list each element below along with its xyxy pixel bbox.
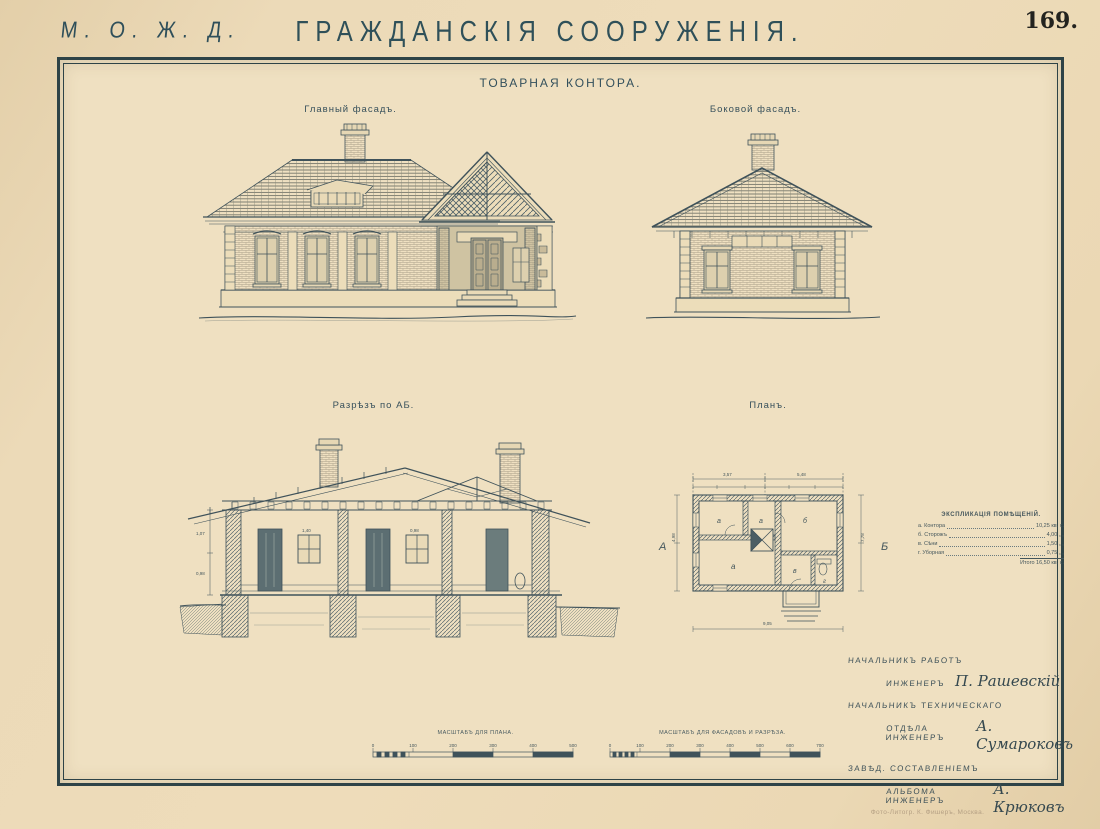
- svg-text:300: 300: [696, 743, 704, 748]
- engineer-signature: П. Рашевскій: [955, 672, 1061, 690]
- foundations: [180, 595, 620, 637]
- svg-text:А: А: [659, 541, 667, 553]
- explication-row: а. Контора 10,25 кв. с.: [918, 523, 1064, 529]
- signature-line: ОТДѢЛА ИНЖЕНЕРЪ А. Сумароковъ: [885, 717, 1074, 753]
- plate-title: ГРАЖДАНСКІЯ СООРУЖЕНІЯ.: [295, 16, 805, 49]
- entrance-door: [471, 238, 503, 290]
- svg-text:в: в: [793, 568, 797, 575]
- svg-text:500: 500: [569, 743, 577, 748]
- plan-scale-caption: МАСШТАБЪ ДЛЯ ПЛАНА.: [437, 730, 514, 736]
- svg-text:100: 100: [409, 743, 417, 748]
- svg-text:1,40: 1,40: [302, 528, 311, 533]
- plan-porch: [781, 591, 821, 621]
- explication-row: в. Сѣни 1,50 „ „: [918, 541, 1064, 547]
- section-chimney-left: [316, 439, 342, 487]
- svg-text:б: б: [803, 518, 807, 525]
- explication-row: г. Уборная 0,75 „ „: [918, 550, 1064, 556]
- signature-caption: НАЧАЛЬНИКЪ РАБОТЪ: [847, 656, 964, 665]
- ground-line: [646, 317, 880, 318]
- plinth: [674, 298, 851, 312]
- svg-text:100: 100: [636, 743, 644, 748]
- svg-text:г: г: [823, 579, 826, 585]
- facade-scale-caption: МАСШТАБЪ ДЛЯ ФАСАДОВЪ И РАЗРѢЗА.: [659, 730, 786, 736]
- svg-text:400: 400: [529, 743, 537, 748]
- stove: [751, 529, 773, 551]
- main-facade-drawing: [195, 122, 580, 330]
- facade-scale-ticks: [609, 743, 825, 748]
- plan-drawing: [655, 443, 905, 633]
- svg-text:а: а: [731, 562, 736, 571]
- side-facade-drawing: [640, 130, 885, 330]
- svg-text:600: 600: [786, 743, 794, 748]
- side-facade-label: Боковой фасадъ.: [709, 104, 802, 115]
- svg-text:а: а: [717, 518, 721, 525]
- svg-text:700: 700: [816, 743, 824, 748]
- section-label: Разрѣзъ по АБ.: [332, 400, 415, 411]
- plan-scale-bar: [368, 740, 583, 764]
- svg-text:200: 200: [666, 743, 674, 748]
- svg-text:0: 0: [608, 743, 612, 748]
- chimney: [748, 134, 778, 170]
- signature-line: ИНЖЕНЕРЪ П. Рашевскій: [885, 672, 1061, 690]
- svg-text:3,57: 3,57: [723, 472, 732, 477]
- gable-roof: [652, 168, 872, 238]
- main-facade-label: Главный фасадъ.: [304, 104, 397, 115]
- wc-fixtures: [817, 559, 831, 575]
- svg-text:0,98: 0,98: [410, 528, 419, 533]
- railway-monogram: М. О. Ж. Д.: [59, 18, 243, 44]
- svg-text:1,07: 1,07: [196, 531, 205, 536]
- plan-label: Планъ.: [749, 400, 787, 411]
- svg-text:500: 500: [756, 743, 764, 748]
- explication-row: б. Сторожъ 4,00 „ „: [918, 532, 1064, 538]
- signature-caption: ЗАВѢД. СОСТАВЛЕНІЕМЪ: [847, 764, 980, 773]
- windows: [253, 231, 381, 287]
- svg-text:а: а: [759, 518, 763, 525]
- interior-doors: [258, 529, 508, 591]
- section-dimensions: [207, 510, 213, 595]
- engineer-signature: А. Крюковъ: [993, 780, 1065, 816]
- svg-text:300: 300: [489, 743, 497, 748]
- roof-structure: [188, 467, 590, 527]
- svg-text:Б: Б: [881, 541, 889, 553]
- explication-table: [918, 512, 1064, 566]
- wc-fixture: [515, 573, 525, 589]
- svg-text:5,48: 5,48: [797, 472, 806, 477]
- svg-text:0: 0: [371, 743, 375, 748]
- svg-text:0,98: 0,98: [196, 571, 205, 576]
- svg-text:400: 400: [726, 743, 734, 748]
- signature-block: [848, 645, 1073, 816]
- drawing-subtitle: ТОВАРНАЯ КОНТОРА.: [479, 76, 642, 90]
- section-drawing: [170, 435, 625, 665]
- signature-line: АЛЬБОМА ИНЖЕНЕРЪ А. Крюковъ: [848, 780, 1073, 816]
- signature-caption: НАЧАЛЬНИКЪ ТЕХНИЧЕСКАГО: [847, 701, 1004, 710]
- explication-title: ЭКСПЛИКАЦІЯ ПОМѢЩЕНІЙ.: [941, 512, 1041, 518]
- plan-scale-ticks: [372, 743, 578, 748]
- svg-text:9,05: 9,05: [763, 621, 772, 626]
- side-window: [513, 248, 529, 282]
- page-number: 169.: [1024, 8, 1078, 34]
- svg-text:200: 200: [449, 743, 457, 748]
- lithographer-imprint: Фото-Литогр. К. Фишеръ, Москва.: [870, 809, 985, 816]
- chimney: [341, 124, 369, 162]
- facade-scale-bar: [605, 740, 840, 764]
- engineer-signature: А. Сумароковъ: [976, 717, 1074, 753]
- ground-line: [199, 316, 576, 319]
- svg-text:7,78: 7,78: [860, 533, 865, 542]
- svg-text:4,98: 4,98: [671, 533, 676, 542]
- explication-total: Итого 16,50 кв. с.: [1020, 560, 1064, 566]
